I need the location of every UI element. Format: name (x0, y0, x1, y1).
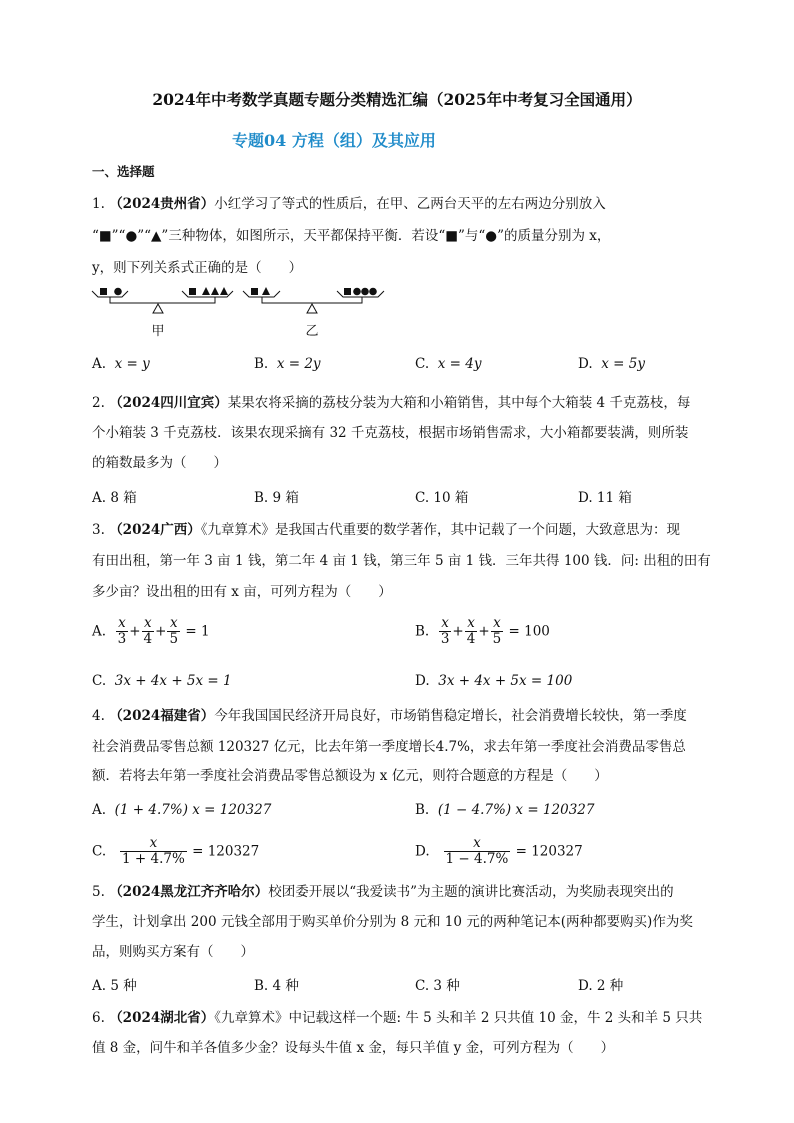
question-5: 5. （2024黑龙江齐齐哈尔）校团委开展以“我爱读书”为主题的演讲比赛活动，为奖励表现突出的 (92, 884, 674, 900)
q1-option-c[interactable]: C. x = 4y (415, 356, 482, 372)
q5-text-3: 品，则购买方案有（ ） (92, 944, 254, 960)
question-1 (92, 194, 606, 214)
q6-source: （2024湖北省） (109, 1010, 215, 1026)
q4-text-3: 额．若将去年第一季度社会消费品零售总额设为 x 亿元，则符合题意的方程是（ ） (92, 768, 608, 784)
q4-source: （2024福建省） (109, 708, 215, 724)
q3-option-c[interactable]: C. 3x + 4x + 5x = 1 (92, 673, 232, 689)
q4-option-a[interactable]: A. (1 + 4.7%) x = 120327 (92, 802, 272, 818)
q2-text-3: 的箱数最多为（ ） (92, 455, 227, 471)
q4-option-c[interactable]: C. $\frac{x}{1 + 4.7\%}$ = 120327 (92, 835, 260, 867)
q2-option-d[interactable]: D. 11 箱 (578, 490, 632, 506)
section-heading: 一、选择题 (92, 164, 155, 179)
question-6: 6. （2024湖北省）《九章算术》中记载这样一个题: 牛 5 头和羊 2 只共值 10 金，牛 2 头和羊 5 只共 (92, 1010, 703, 1026)
question-3: 3. （2024广西）《九章算术》是我国古代重要的数学著作，其中记载了一个问题，大致意思为：现 (92, 522, 681, 538)
topic-subtitle: 专题04 方程（组）及其应用 (232, 131, 436, 150)
balance-b (243, 287, 384, 339)
q2-text-2: 个小箱装 3 千克荔枝．该果农现采摘有 32 千克荔枝，根据市场销售需求，大小箱都要装满，则所装 (92, 425, 689, 441)
question-2: 2. （2024四川宜宾）某果农将采摘的荔枝分装为大箱和小箱销售，其中每个大箱装 4 千克荔枝，每 (92, 395, 691, 411)
balance-a (92, 287, 233, 339)
q2-option-b[interactable]: B. 9 箱 (254, 490, 299, 506)
q3-option-a[interactable]: A. $\frac{x}{3}$ + $\frac{x}{4}$ + $\frac{x}{5}$ = 1 (92, 615, 210, 647)
q6-text-2: 值 8 金，问牛和羊各值多少金？设每头牛值 x 金，每只羊值 y 金，可列方程为（ ） (92, 1040, 615, 1056)
balance-a-label: 甲 (151, 324, 165, 339)
q1-text-1: 小红学习了等式的性质后，在甲、乙两台天平的左右两边分别放入 (214, 196, 606, 212)
q1-number: 1. (92, 196, 105, 212)
q5-source: （2024黑龙江齐齐哈尔） (109, 884, 269, 900)
balance-b-label: 乙 (305, 324, 319, 339)
q5-text-2: 学生，计划拿出 200 元钱全部用于购买单价分别为 8 元和 10 元的两种笔记本(两种都要购买)作为奖 (92, 914, 693, 930)
q4-text-2: 社会消费品零售总额 120327 亿元，比去年第一季度增长4.7%，求去年第一季度社会消费品零售总 (92, 739, 686, 755)
q3-text-2: 有田出租，第一年 3 亩 1 钱，第二年 4 亩 1 钱，第三年 5 亩 1 钱．三年共得 100 钱．问: 出租的田有 (92, 553, 711, 569)
q4-option-b[interactable]: B. (1 − 4.7%) x = 120327 (415, 802, 595, 818)
q3-source: （2024广西） (109, 522, 201, 538)
q1-text-3: y，则下列关系式正确的是（ ） (92, 260, 303, 276)
q1-source: （2024贵州省） (109, 196, 215, 212)
q1-text-2: “■”“●”“▲”三种物体，如图所示，天平都保持平衡．若设“■”与“●”的质量分别为 x， (92, 228, 611, 244)
q5-option-d[interactable]: D. 2 种 (578, 978, 624, 994)
document-title: 2024年中考数学真题专题分类精选汇编（2025年中考复习全国通用） (152, 90, 642, 109)
balance-figure (92, 283, 392, 345)
q3-text-3: 多少亩？设出租的田有 x 亩，可列方程为（ ） (92, 584, 392, 600)
q2-source: （2024四川宜宾） (109, 395, 228, 411)
q1-option-d[interactable]: D. x = 5y (578, 356, 645, 372)
question-4: 4. （2024福建省）今年我国国民经济开局良好，市场销售稳定增长，社会消费增长较快，第一季度 (92, 708, 687, 724)
q3-option-d[interactable]: D. 3x + 4x + 5x = 100 (415, 673, 573, 689)
q4-option-d[interactable]: D. $\frac{x}{1 - 4.7\%}$ = 120327 (415, 835, 583, 867)
q3-option-b[interactable]: B. $\frac{x}{3}$ + $\frac{x}{4}$ + $\frac{x}{5}$ = 100 (415, 615, 550, 647)
q5-option-c[interactable]: C. 3 种 (415, 978, 460, 994)
q2-option-c[interactable]: C. 10 箱 (415, 490, 469, 506)
q2-option-a[interactable]: A. 8 箱 (92, 490, 137, 506)
q5-option-b[interactable]: B. 4 种 (254, 978, 299, 994)
q1-option-a[interactable]: A. x = y (92, 356, 150, 372)
q1-option-b[interactable]: B. x = 2y (254, 356, 321, 372)
q5-option-a[interactable]: A. 5 种 (92, 978, 137, 994)
